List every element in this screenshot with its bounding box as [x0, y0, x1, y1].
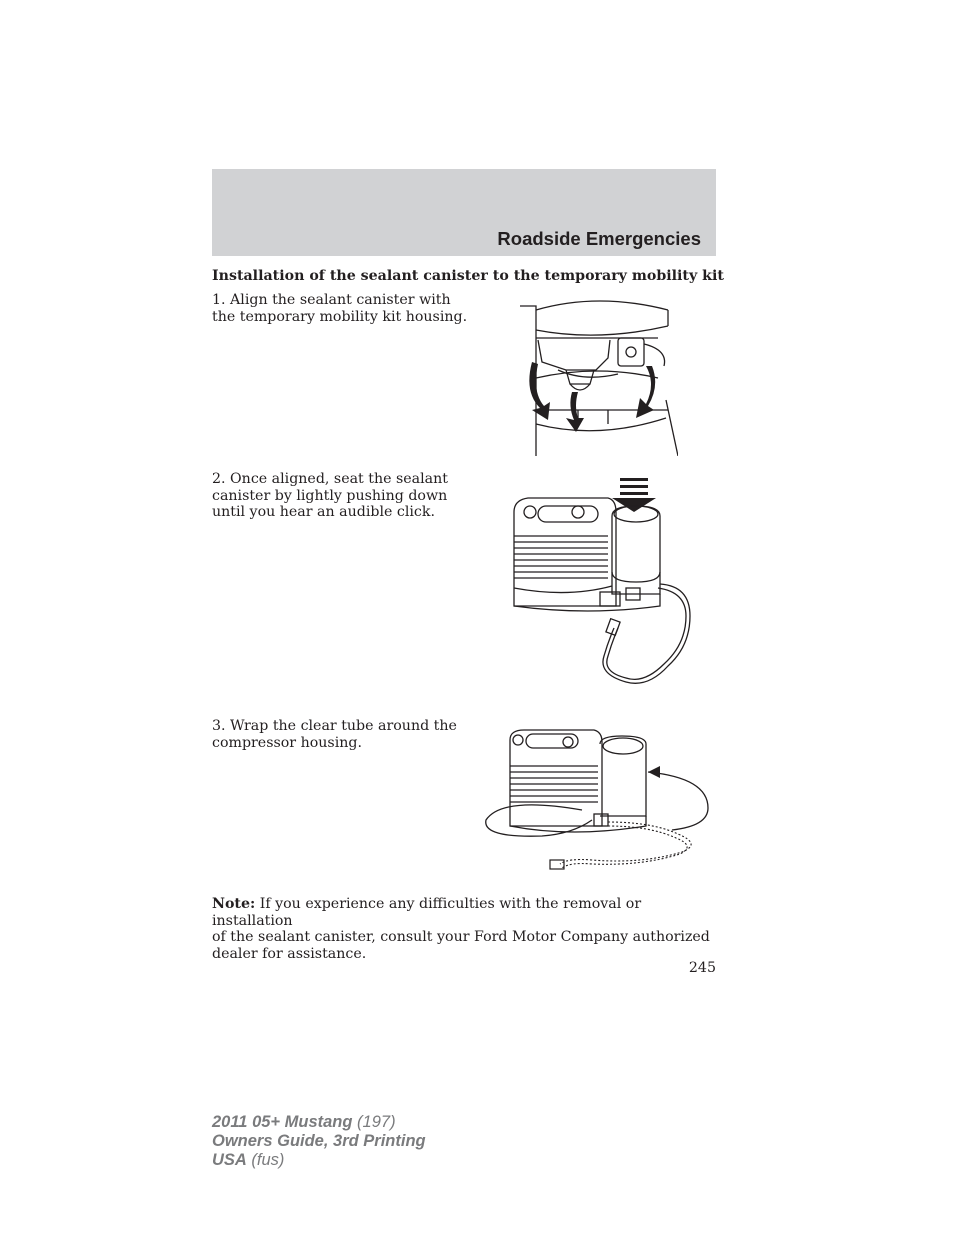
footer-market: USA [212, 1151, 247, 1169]
note-line-2: of the sealant canister, consult your Ford Motor Company authorized [212, 929, 710, 945]
step-2-line-1: 2. Once aligned, seat the sealant [212, 471, 448, 487]
seat-canister-illustration [508, 476, 694, 690]
step-3-line-2: compressor housing. [212, 734, 362, 751]
note-label: Note: [212, 896, 256, 912]
canister-alignment-illustration [518, 300, 678, 456]
footer-publication-info [212, 1113, 426, 1170]
page-number: 245 [688, 960, 716, 976]
step-1-text [212, 292, 467, 325]
section-heading: Installation of the sealant canister to the temporary mobility kit [212, 268, 724, 284]
step-2-line-2: canister by lightly pushing down [212, 487, 448, 504]
note-line-3: dealer for assistance. [212, 945, 367, 962]
step-1-line-2: the temporary mobility kit housing. [212, 308, 468, 325]
footer-model-code: (197) [352, 1113, 396, 1131]
step-3-line-1: 3. Wrap the clear tube around the [212, 718, 457, 734]
note-line-1: If you experience any difficulties with the removal or installation [212, 896, 642, 929]
footer-guide-edition: Owners Guide, 3rd Printing [212, 1132, 426, 1150]
step-3-text [212, 718, 457, 751]
page-section-title: Roadside Emergencies [497, 228, 701, 249]
step-2-line-3: until you hear an audible click. [212, 504, 435, 520]
step-2-text [212, 471, 448, 521]
note-paragraph [212, 896, 717, 962]
section-header-band [212, 169, 716, 256]
wrap-tube-illustration [482, 726, 712, 874]
footer-model: 2011 05+ Mustang [212, 1113, 353, 1131]
step-1-line-1: 1. Align the sealant canister with [212, 292, 451, 308]
footer-market-code: (fus) [246, 1151, 285, 1169]
